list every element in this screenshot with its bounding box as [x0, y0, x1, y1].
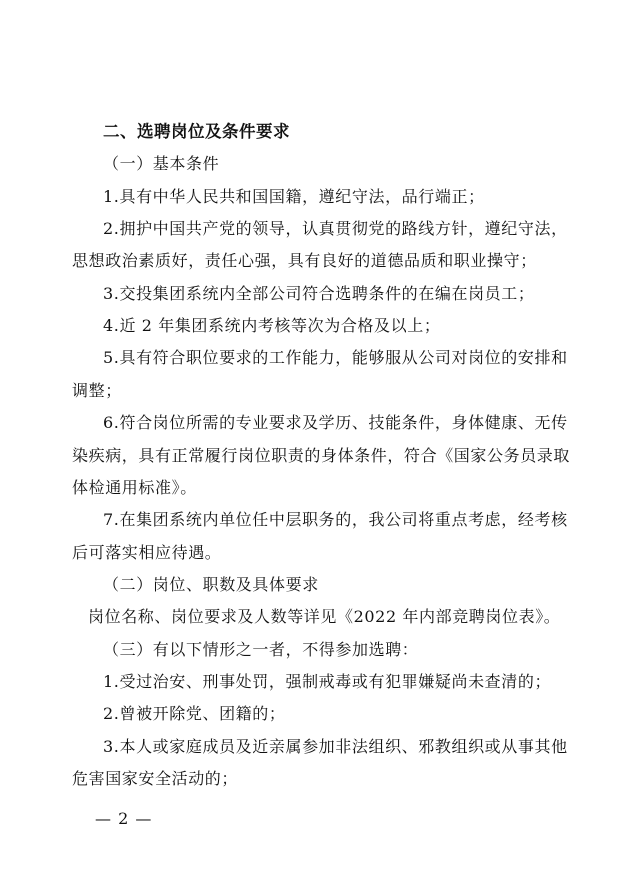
paragraph-line: 体检通用标准》。: [72, 478, 197, 497]
paragraph-line: 染疾病，具有正常履行岗位职责的身体条件，符合《国家公务员录取: [72, 446, 571, 465]
paragraph-line: 2.拥护中国共产党的领导，认真贯彻党的路线方针，遵纪守法，: [103, 219, 568, 238]
subheading-positions: （二）岗位、职数及具体要求: [103, 575, 319, 594]
paragraph-line: 5.具有符合职位要求的工作能力，能够服从公司对岗位的安排和: [103, 348, 568, 367]
section-heading: 二、选聘岗位及条件要求: [103, 122, 290, 141]
paragraph-line: 3.交投集团系统内全部公司符合选聘条件的在编在岗员工；: [103, 284, 535, 303]
paragraph-line: 思想政治素质好，责任心强，具有良好的道德品质和职业操守；: [72, 251, 537, 270]
paragraph-line: 2.曾被开除党、团籍的；: [103, 704, 286, 723]
paragraph-line: 1.具有中华人民共和国国籍，遵纪守法，品行端正；: [103, 187, 485, 206]
subheading-basic-conditions: （一）基本条件: [103, 154, 220, 173]
paragraph-line: 7.在集团系统内单位任中层职务的，我公司将重点考虑，经考核: [103, 510, 568, 529]
paragraph-line: 6.符合岗位所需的专业要求及学历、技能条件，身体健康、无传: [103, 413, 568, 432]
paragraph-line: 后可落实相应待遇。: [72, 543, 222, 562]
paragraph-line: 岗位名称、岗位要求及人数等详见《2022 年内部竞聘岗位表》。: [88, 607, 561, 626]
paragraph-line: 4.近 2 年集团系统内考核等次为合格及以上；: [103, 316, 441, 335]
paragraph-line: 调整；: [72, 381, 122, 400]
subheading-exclusions: （三）有以下情形之一者，不得参加选聘：: [103, 640, 419, 659]
paragraph-line: 1.受过治安、刑事处罚，强制戒毒或有犯罪嫌疑尚未查清的；: [103, 672, 552, 691]
paragraph-line: 危害国家安全活动的；: [72, 769, 239, 788]
paragraph-line: 3.本人或家庭成员及近亲属参加非法组织、邪教组织或从事其他: [103, 737, 568, 756]
page-number: — 2 —: [95, 809, 153, 828]
